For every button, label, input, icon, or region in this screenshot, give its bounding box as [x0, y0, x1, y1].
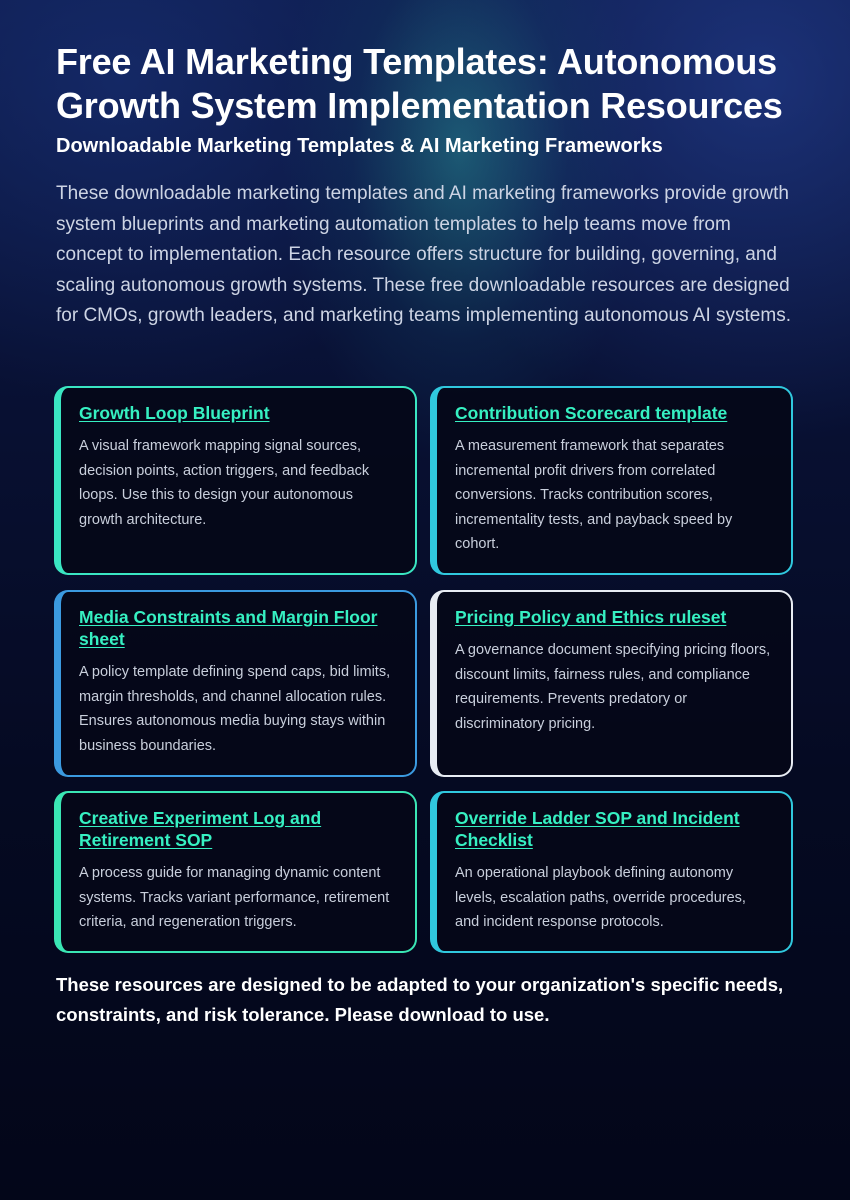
resource-card-pricing-policy: [430, 590, 793, 777]
resource-card-growth-loop-blueprint: [54, 386, 417, 575]
intro-paragraph: These downloadable marketing templates and AI marketing frameworks provide growth system blueprints and marketing automation templates to help teams move from concept to implementation. Each resource offers structure for building, governing, and scaling autonomous growth systems. These free downloadable resources are designed for CMOs, growth leaders, and marketing teams implementing autonomous AI systems.: [56, 183, 791, 326]
page-subtitle: Downloadable Marketing Templates & AI Marketing Frameworks: [56, 135, 663, 157]
resource-description: A policy template defining spend caps, bid limits, margin thresholds, and channel allocation rules. Ensures autonomous media buying stays within business boundaries.: [79, 664, 391, 754]
resource-card-creative-experiment-log: [54, 791, 417, 953]
page-title: Free AI Marketing Templates: Autonomous Growth System Implementation Resources: [56, 41, 783, 126]
resource-link-pricing-policy[interactable]: Pricing Policy and Ethics ruleset: [455, 607, 727, 627]
footer-note: These resources are designed to be adapted to your organization's specific needs, constraints, and risk tolerance. Please download to use.: [56, 974, 784, 1025]
resource-link-contribution-scorecard[interactable]: Contribution Scorecard template: [455, 403, 728, 423]
resource-card-override-ladder: [430, 791, 793, 953]
resource-card-media-constraints: [54, 590, 417, 777]
resource-link-growth-loop-blueprint[interactable]: Growth Loop Blueprint: [79, 403, 270, 423]
resource-card-contribution-scorecard: [430, 386, 793, 575]
resource-description: An operational playbook defining autonomy levels, escalation paths, override procedures, and incident response protocols.: [455, 865, 746, 930]
page-header: [56, 40, 796, 332]
resource-link-creative-experiment-log[interactable]: Creative Experiment Log and Retirement SOP: [79, 808, 322, 850]
resource-link-override-ladder[interactable]: Override Ladder SOP and Incident Checklist: [455, 808, 740, 850]
resource-description: A governance document specifying pricing floors, discount limits, fairness rules, and compliance requirements. Prevents predatory or discriminatory pricing.: [455, 642, 771, 732]
resource-description: A visual framework mapping signal sources, decision points, action triggers, and feedback loops. Use this to design your autonomous growth architecture.: [79, 438, 370, 528]
resource-link-media-constraints[interactable]: Media Constraints and Margin Floor sheet: [79, 607, 378, 649]
resource-description: A process guide for managing dynamic content systems. Tracks variant performance, retirement criteria, and regeneration triggers.: [79, 865, 390, 930]
resource-description: A measurement framework that separates incremental profit drivers from correlated conversions. Tracks contribution scores, incrementality tests, and payback speed by cohort.: [455, 438, 733, 552]
